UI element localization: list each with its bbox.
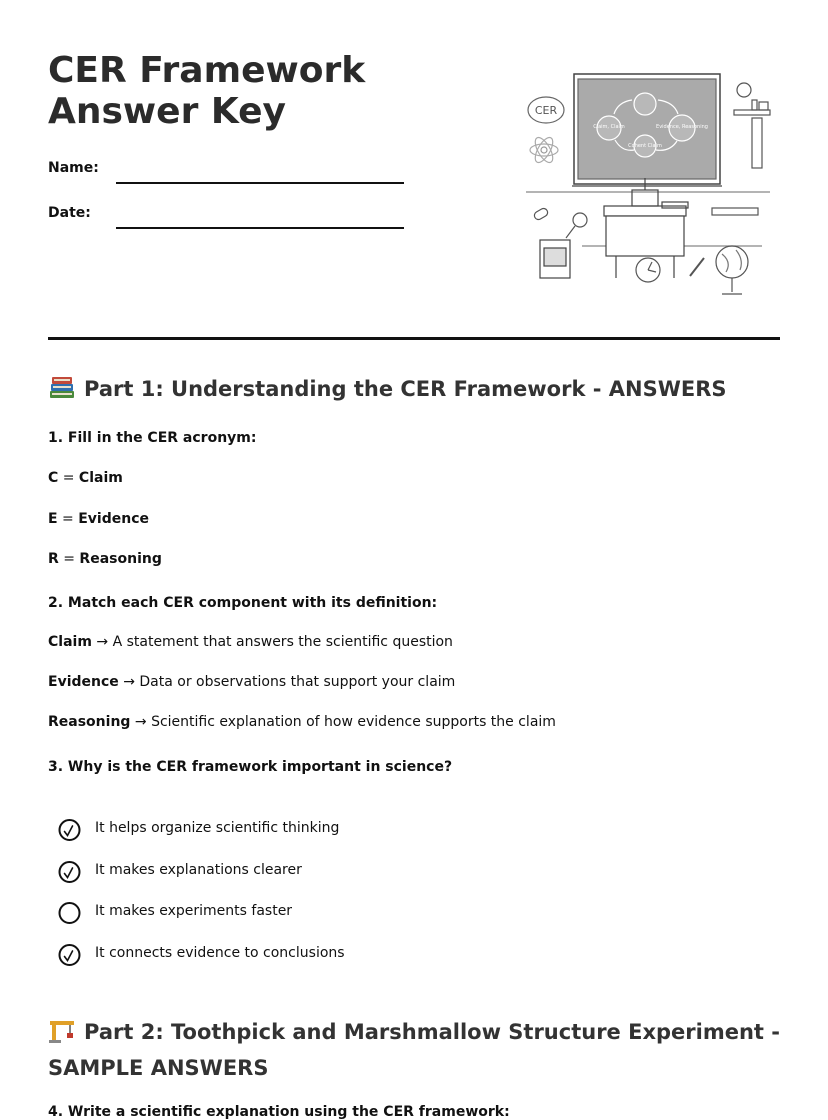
option-row[interactable] xyxy=(58,943,558,967)
part2-heading-line1: Part 2: Toothpick and Marshmallow Structure Experiment - xyxy=(84,1020,780,1044)
acronym-e xyxy=(48,509,149,529)
checked-circle-icon[interactable] xyxy=(58,818,82,842)
question-2: 2. Match each CER component with its definition: xyxy=(48,595,438,611)
option-label: It makes explanations clearer xyxy=(95,861,302,878)
classroom-illustration xyxy=(522,70,778,302)
name-line[interactable] xyxy=(116,182,404,184)
option-row[interactable] xyxy=(58,860,558,884)
option-row[interactable] xyxy=(58,818,558,842)
acronym-word: Reasoning xyxy=(79,551,162,567)
name-label: Name: xyxy=(48,160,99,176)
option-label: It connects evidence to conclusions xyxy=(95,944,345,961)
books-icon xyxy=(48,375,76,401)
date-label: Date: xyxy=(48,205,91,221)
acronym-word: Claim xyxy=(78,470,123,486)
match-claim xyxy=(48,632,453,652)
question-3: 3. Why is the CER framework important in science? xyxy=(48,759,453,775)
match-term: Claim xyxy=(48,634,92,650)
cer-badge: CER xyxy=(534,104,558,117)
acronym-sep: = xyxy=(58,551,80,567)
match-definition: Data or observations that support your claim xyxy=(139,674,456,690)
acronym-sep: = xyxy=(58,470,79,486)
match-arrow: → xyxy=(118,674,140,690)
acronym-r xyxy=(48,549,162,569)
diagram-label: Cohent Claim xyxy=(628,143,662,149)
empty-circle-icon[interactable] xyxy=(58,901,82,925)
diagram-label: Evidence, Reasoning xyxy=(656,124,708,130)
part2-heading xyxy=(48,1014,780,1086)
match-reasoning xyxy=(48,712,556,732)
acronym-sep: = xyxy=(57,511,79,527)
acronym-letter: E xyxy=(48,511,58,527)
diagram-label: Claim, Claim xyxy=(593,124,625,130)
match-definition: A statement that answers the scientific question xyxy=(112,634,453,650)
acronym-word: Evidence xyxy=(78,511,149,527)
match-term: Reasoning xyxy=(48,714,131,730)
match-definition: Scientific explanation of how evidence supports the claim xyxy=(151,714,556,730)
acronym-letter: C xyxy=(48,470,59,486)
match-arrow: → xyxy=(91,634,113,650)
construction-crane-icon xyxy=(48,1018,76,1044)
name-field[interactable] xyxy=(48,160,408,190)
acronym-letter: R xyxy=(48,551,59,567)
question-4: 4. Write a scientific explanation using the CER framework: xyxy=(48,1104,510,1120)
option-label: It helps organize scientific thinking xyxy=(95,820,340,836)
match-arrow: → xyxy=(130,714,152,730)
page-title: CER Framework Answer Key xyxy=(48,50,366,132)
part2-heading-line2: SAMPLE ANSWERS xyxy=(48,1056,269,1080)
part1-heading-text: Part 1: Understanding the CER Framework - ANSWERS xyxy=(84,377,727,401)
checked-circle-icon[interactable] xyxy=(58,943,82,967)
date-field[interactable] xyxy=(48,205,408,235)
section-divider xyxy=(48,337,780,340)
question-1: 1. Fill in the CER acronym: xyxy=(48,430,257,446)
match-evidence xyxy=(48,672,455,692)
option-row[interactable] xyxy=(58,901,558,925)
checked-circle-icon[interactable] xyxy=(58,860,82,884)
part1-heading xyxy=(48,371,727,407)
match-term: Evidence xyxy=(48,674,119,690)
acronym-c xyxy=(48,468,123,488)
date-line[interactable] xyxy=(116,227,404,229)
option-label: It makes experiments faster xyxy=(95,903,293,919)
